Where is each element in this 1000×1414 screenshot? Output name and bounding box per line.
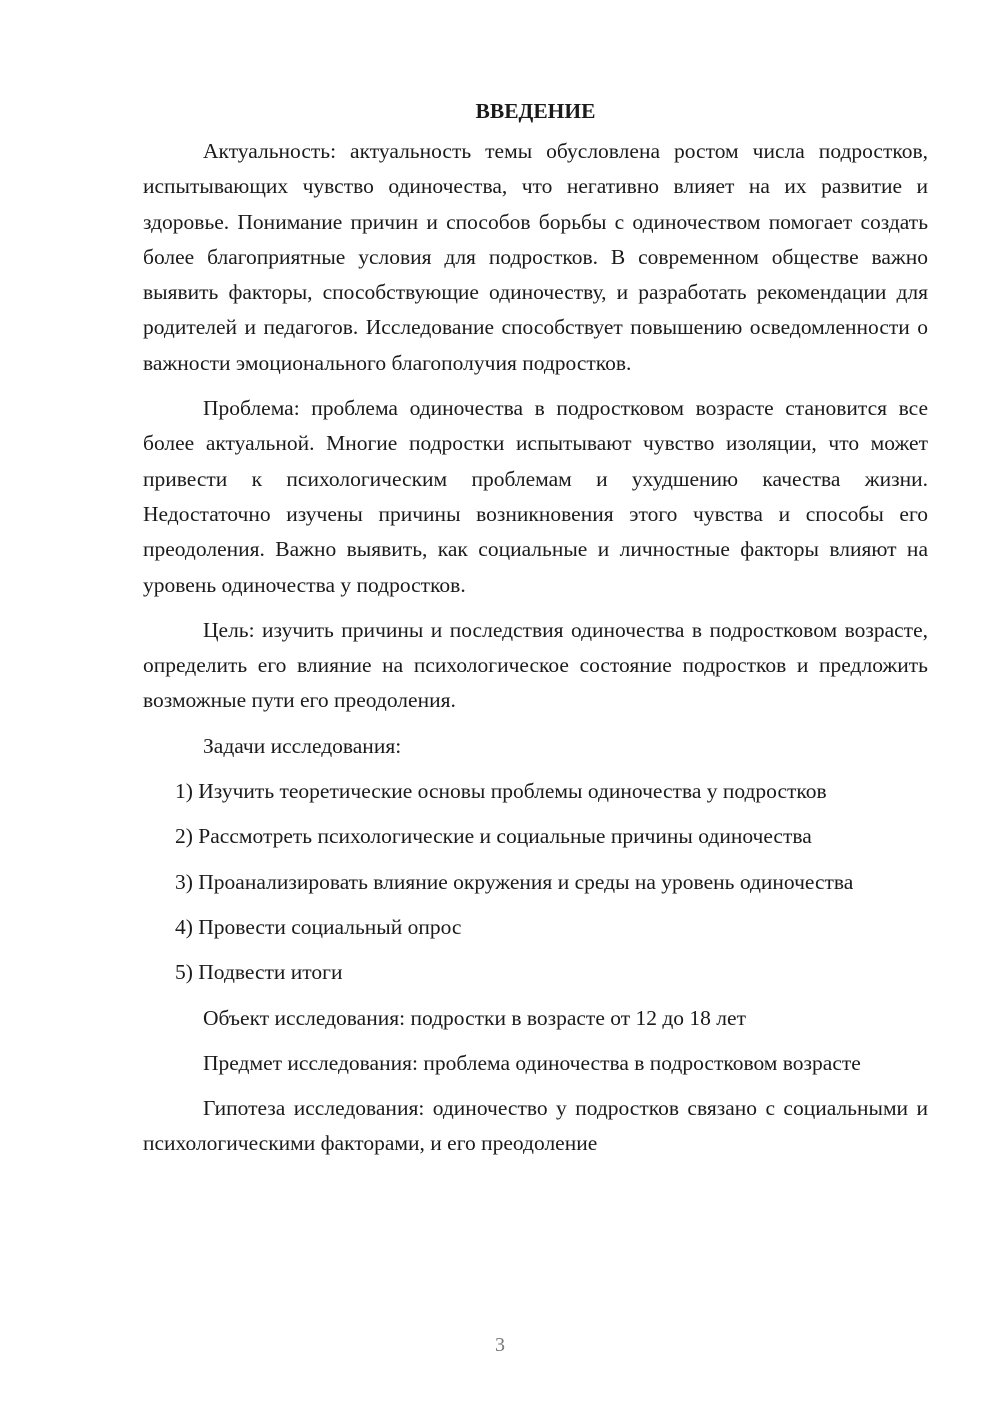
paragraph-hypothesis: Гипотеза исследования: одиночество у подростков связано с социальными и психологическими факторами, и его преодоление <box>143 1096 928 1156</box>
task-item: 5) Подвести итоги <box>175 960 343 985</box>
page-number: 3 <box>495 1334 505 1356</box>
task-item: 2) Рассмотреть психологические и социальные причины одиночества <box>175 824 812 849</box>
paragraph-subject: Предмет исследования: проблема одиночества в подростковом возрасте <box>203 1050 861 1075</box>
task-item: 3) Проанализировать влияние окружения и среды на уровень одиночества <box>175 869 854 894</box>
paragraph-problem: Проблема: проблема одиночества в подростковом возрасте становится все более актуальной. Многие подростки испытывают чувство изоляции, что может привести к психологическим проблемам и ухудшению качества жизни. Недостаточно изучены причины возникновения этого чувства и способы его преодоления. Важно выявить, как социальные и личностные факторы влияют на уровень одиночества у подростков. <box>143 396 928 597</box>
paragraph-object: Объект исследования: подростки в возрасте от 12 до 18 лет <box>203 1005 746 1030</box>
paragraph-goal: Цель: изучить причины и последствия одиночества в подростковом возрасте, определить его влияние на психологическое состояние подростков и предложить возможные пути его преодоления. <box>143 617 928 713</box>
task-item: 1) Изучить теоретические основы проблемы одиночества у подростков <box>175 779 827 804</box>
tasks-heading: Задачи исследования: <box>203 733 402 758</box>
task-item: 4) Провести социальный опрос <box>175 914 462 939</box>
paragraph-relevance: Актуальность: актуальность темы обусловлена ростом числа подростков, испытывающих чувство одиночества, что негативно влияет на их развитие и здоровье. Понимание причин и способов борьбы с одиночеством помогает создать более благоприятные условия для подростков. В современном обществе важно выявить факторы, способствующие одиночеству, и разработать рекомендации для родителей и педагогов. Исследование способствует повышению осведомленности о важности эмоционального благополучия подростков. <box>143 139 928 375</box>
document-page <box>143 96 928 1172</box>
section-title: ВВЕДЕНИЕ <box>475 99 596 123</box>
